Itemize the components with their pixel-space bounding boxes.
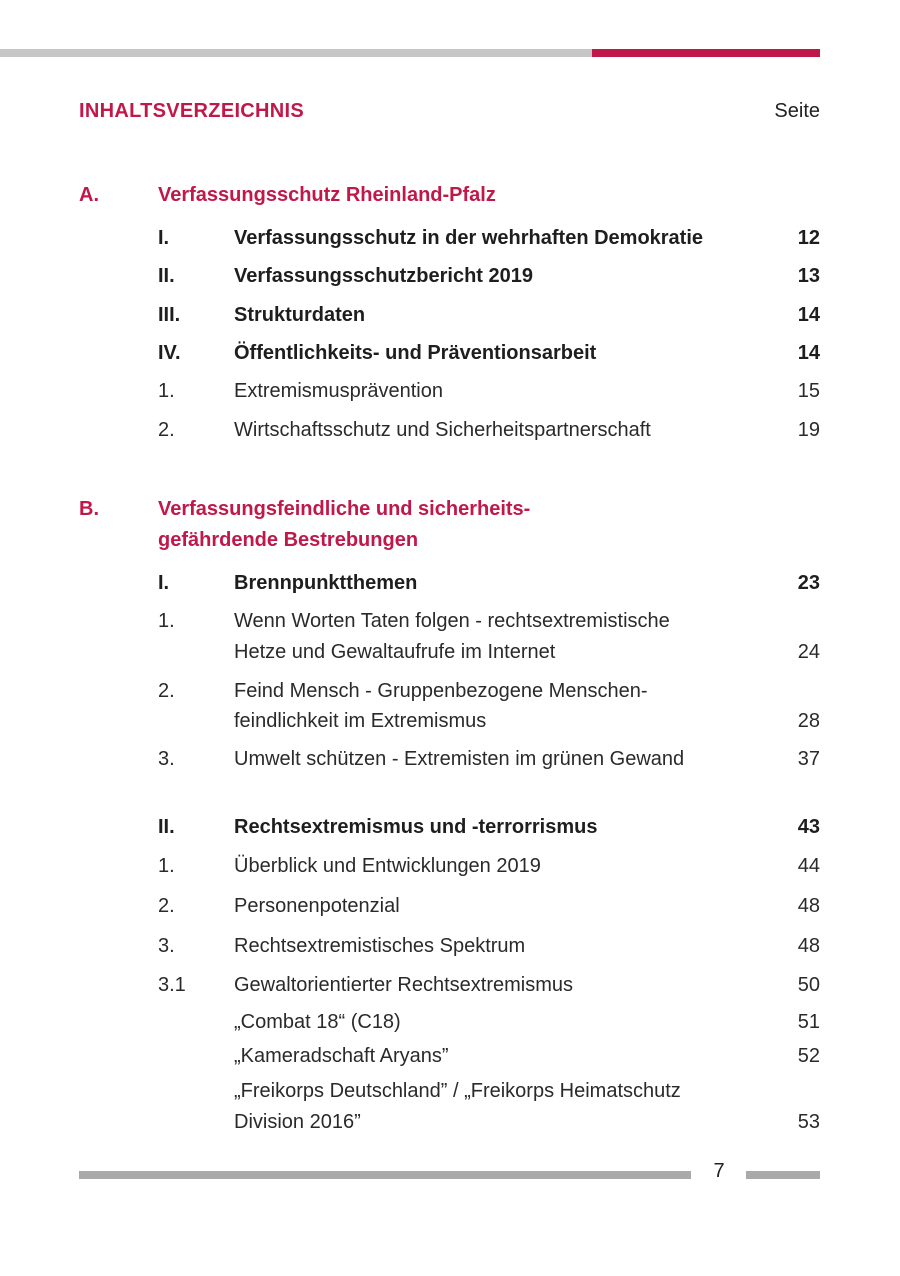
entry-page: 12 <box>797 227 820 249</box>
entry-title: Strukturdaten <box>234 304 366 326</box>
entry-number: IV. <box>158 342 181 364</box>
entry-title: Wirtschaftsschutz und Sicherheitspartnerschaft <box>234 419 651 441</box>
entry-title: Rechtsextremismus und -terrorrismus <box>234 816 598 838</box>
entry-number: 3. <box>158 748 175 770</box>
entry-page: 23 <box>797 572 820 594</box>
page-column-label: Seite <box>774 100 820 122</box>
entry-number: I. <box>158 572 170 594</box>
section-b-title-line2: gefährdende Bestrebungen <box>158 529 419 551</box>
entry-number: II. <box>158 816 175 838</box>
entry-number: 3. <box>158 935 175 957</box>
entry-page: 14 <box>797 342 820 364</box>
entry-page: 51 <box>797 1011 820 1033</box>
entry-page: 52 <box>797 1045 820 1067</box>
top-rule-gray <box>0 49 592 57</box>
section-a-letter: A. <box>79 184 99 206</box>
entry-page: 24 <box>797 641 820 663</box>
entry-title-cont: Division 2016” <box>234 1111 361 1133</box>
page-number: 7 <box>713 1160 725 1182</box>
entry-page: 14 <box>797 304 820 326</box>
entry-title-cont: Hetze und Gewaltaufrufe im Internet <box>234 641 556 663</box>
entry-title: „Kameradschaft Aryans” <box>234 1045 449 1067</box>
toc-heading: INHALTSVERZEICHNIS <box>79 100 305 122</box>
entry-page: 28 <box>797 710 820 732</box>
entry-number: 1. <box>158 855 175 877</box>
entry-number: III. <box>158 304 181 326</box>
entry-number: 2. <box>158 895 175 917</box>
entry-title: „Freikorps Deutschland” / „Freikorps Heimatschutz <box>234 1080 681 1102</box>
entry-title: Gewaltorientierter Rechtsextremismus <box>234 974 573 996</box>
section-b-title-line1: Verfassungsfeindliche und sicherheits- <box>158 498 531 520</box>
entry-page: 19 <box>797 419 820 441</box>
entry-number: 2. <box>158 419 175 441</box>
entry-title: Feind Mensch - Gruppenbezogene Menschen- <box>234 680 648 702</box>
footer-rule-right <box>746 1171 820 1179</box>
entry-title: Extremismusprävention <box>234 380 443 402</box>
entry-page: 13 <box>797 265 820 287</box>
entry-page: 15 <box>797 380 820 402</box>
entry-page: 37 <box>797 748 820 770</box>
entry-title-cont: feindlichkeit im Extremismus <box>234 710 487 732</box>
entry-title: Überblick und Entwicklungen 2019 <box>234 855 541 877</box>
entry-title: Verfassungsschutz in der wehrhaften Demokratie <box>234 227 704 249</box>
entry-number: II. <box>158 265 175 287</box>
footer-rule-left <box>79 1171 691 1179</box>
section-a-title: Verfassungsschutz Rheinland-Pfalz <box>158 184 496 206</box>
section-b-letter: B. <box>79 498 99 520</box>
entry-number: 2. <box>158 680 175 702</box>
entry-title: Umwelt schützen - Extremisten im grünen Gewand <box>234 748 685 770</box>
entry-title: Verfassungsschutzbericht 2019 <box>234 265 534 287</box>
entry-number: I. <box>158 227 170 249</box>
entry-page: 44 <box>797 855 820 877</box>
entry-page: 43 <box>797 816 820 838</box>
entry-number: 1. <box>158 380 175 402</box>
entry-title: Personenpotenzial <box>234 895 400 917</box>
top-rule-accent <box>592 49 820 57</box>
entry-title: Wenn Worten Taten folgen - rechtsextremistische <box>234 610 670 632</box>
entry-page: 48 <box>797 895 820 917</box>
entry-number: 3.1 <box>158 974 186 996</box>
entry-page: 50 <box>797 974 820 996</box>
entry-title: Brennpunktthemen <box>234 572 418 594</box>
entry-page: 48 <box>797 935 820 957</box>
entry-title: Öffentlichkeits- und Präventionsarbeit <box>234 342 597 364</box>
entry-number: 1. <box>158 610 175 632</box>
entry-title: „Combat 18“ (C18) <box>234 1011 401 1033</box>
entry-page: 53 <box>797 1111 820 1133</box>
entry-title: Rechtsextremistisches Spektrum <box>234 935 526 957</box>
